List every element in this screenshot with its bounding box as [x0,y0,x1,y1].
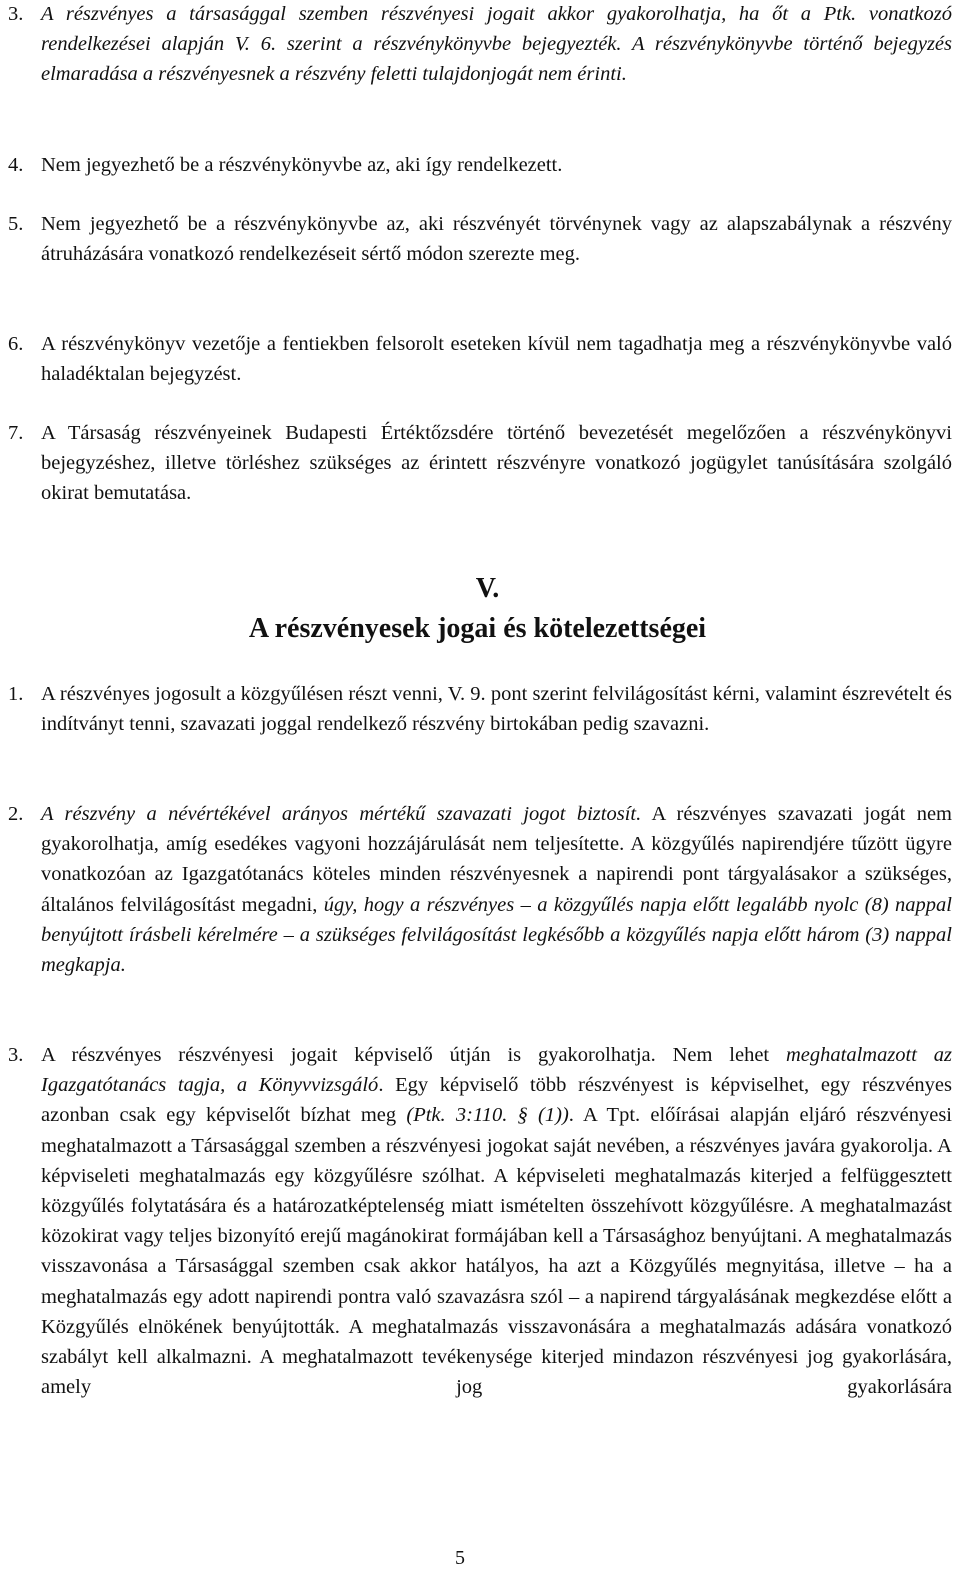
section-iv-item-6 [8,329,952,389]
section-iv-item-7 [8,418,952,509]
item-number: 6. [8,333,24,355]
section-iv-item-3 [8,0,952,90]
italic-span: úgy, hogy a részvényes – a közgyűlés napja előtt legalább nyolc (8) nappal benyújtott írásbeli kérelmére – a szükséges felvilágosítást legkésőbb a közgyűlés napja előtt három (3) nappal megkapja. [41,893,952,977]
text-span: A részvényes részvényesi jogait képviselő útján is gyakorolhatja. Nem lehet [41,1044,786,1066]
item-text: A részvényes jogosult a közgyűlésen részt venni, V. 9. pont szerint felvilágosítást kérni, valamint észrevételt és indítványt tenni, szavazati joggal rendelkező részvény birtokában pedig szavazni. [41,683,952,736]
section-iv-item-4 [8,150,952,180]
item-number: 1. [8,683,24,705]
text-span: . Egy képviselő több részvényest is képviselhet, egy részvényes azonban csak egy képviselőt bízhat meg [41,1074,952,1127]
text-span: . A Tpt. előírásai alapján eljáró részvényesi meghatalmazott a Társasággal szemben a részvényesi jogokat saját nevében, a részvényes javára gyakorolja. A képviseleti meghatalmazás egy közgyűlésre szólhat. A képviseleti meghatalmazás kiterjed a felfüggesztett közgyűlés folytatására és a határozatképtelenség miatt ismételten összehívott közgyűlésre. A meghatalmazást közokirat vagy teljes bizonyító erejű magánokirat formájában kell a Társasághoz benyújtani. A meghatalmazás visszavonása a Társasággal szemben csak akkor hatályos, ha azt a Közgyűlés megnyitása, illetve – ha a meghatalmazás egy adott napirendi pontra való szavazásra szól – a napirend tárgyalásának megkezdése előtt a Közgyűlés elnökének benyújtották. A meghatalmazás visszavonására a meghatalmazás adására vonatkozó szabályt kell alkalmazni. A meghatalmazott tevékenysége kiterjed mindazon részvényesi jog gyakorlására, amely jog gyakorlására [41,1104,952,1399]
item-text: A részvényes a társasággal szemben részvényesi jogait akkor gyakorolhatja, ha őt a Ptk. vonatkozó rendelkezései alapján V. 6. szerint a részvénykönyvbe bejegyezték. A részvénykönyvbe történő bejegyzés elmaradása a részvényesnek a részvény feletti tulajdonjogát nem érinti. [41,3,952,86]
item-number: 7. [8,422,24,444]
item-number: 2. [8,803,24,825]
item-text: A részvénykönyv vezetője a fentiekben felsorolt eseteken kívül nem tagadhatja meg a részvénykönyvbe való haladéktalan bejegyzést. [41,333,952,386]
item-number: 5. [8,213,24,235]
item-text: Nem jegyezhető be a részvénykönyvbe az, aki így rendelkezett. [41,154,563,176]
item-text [41,1040,952,1402]
italic-span: meghatalmazott az Igazgatótanács tagja, a Könyvvizsgáló [41,1044,952,1097]
section-number: V. [475,573,500,604]
item-number: 4. [8,154,24,176]
italic-span: A részvény a névértékével arányos mértékű szavazati jogot biztosít. [41,803,642,825]
section-v-item-2 [8,799,952,980]
item-number: 3. [8,1044,24,1066]
item-text: A Társaság részvényeinek Budapesti Értéktőzsdére történő bevezetését megelőzően a részvénykönyvi bejegyzéshez, illetve törléshez szükséges az érintett részvényre vonatkozó jogügylet tanúsítására szolgáló okirat bemutatása. [41,422,952,505]
item-number: 3. [8,3,24,25]
text-span: A részvényes szavazati jogát nem gyakorolhatja, amíg esedékes vagyoni hozzájárulását nem teljesítette. A közgyűlés napirendjére tűzött ügyre vonatkozóan az Igazgatótanács köteles minden részvényesnek a napirendi pont tárgyalásakor a szükséges, általános felvilágosítást megadni, [41,803,952,916]
item-text: Nem jegyezhető be a részvénykönyvbe az, aki részvényét törvénynek vagy az alapszabálynak a részvény átruházására vonatkozó rendelkezéseit sértő módon szerezte meg. [41,213,952,266]
section-v-item-3 [8,1040,952,1402]
section-iv-item-5 [8,209,952,269]
italic-span: (Ptk. 3:110. § (1)) [406,1104,569,1127]
section-title: A részvényesek jogai és kötelezettségei [248,613,707,644]
page-number: 5 [455,1547,465,1569]
section-v-item-1 [8,679,952,739]
item-text [41,799,952,980]
